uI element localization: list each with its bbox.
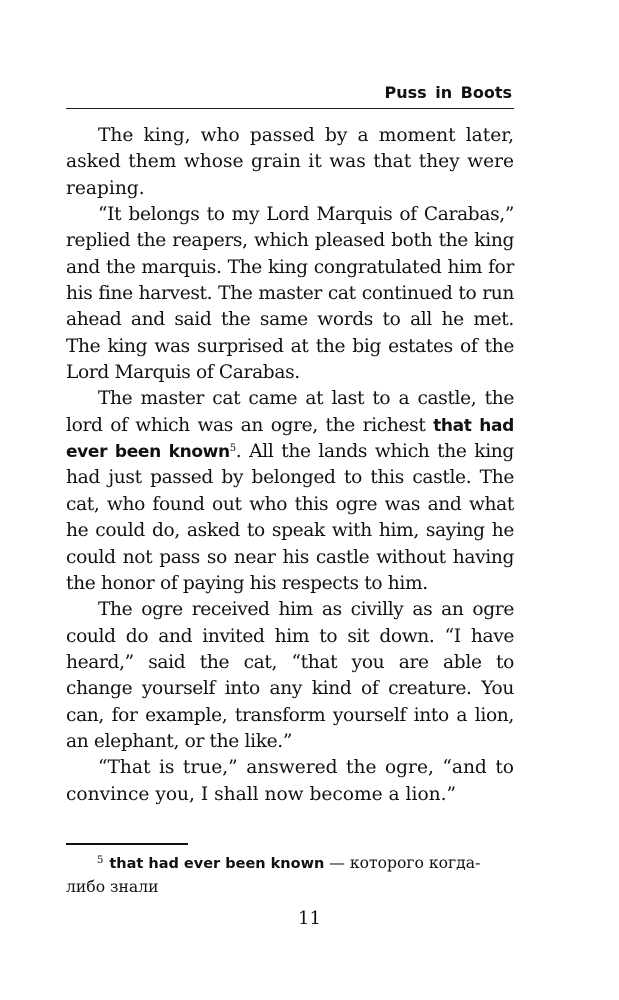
- paragraph-text: The master cat came at last to a castle, the lord of which was an ogre, the richest: [66, 388, 514, 436]
- paragraph-text: . All the lands which the king had just passed by belonged to this castle. The cat, who found out who this ogre was and what he could do, asked to speak with him, saying he could not pass so near his castle without having the honor of paying his respects to him.: [66, 441, 514, 594]
- paragraph: The king, who passed by a moment later, asked them whose grain it was that they were reaping.: [66, 125, 514, 199]
- paragraph: The ogre received him as civilly as an ogre could do and invited him to sit down. “I have heard,” said the cat, “that you are able to change yourself into any kind of creature. You can, for example, transform yourself into a lion, an elephant, or the like.”: [66, 599, 514, 752]
- glossed-phrase: that had ever been known: [66, 415, 514, 463]
- paragraph: [66, 386, 514, 597]
- running-header: [66, 82, 514, 109]
- footnote-text: [66, 852, 514, 899]
- footnote-term: that had ever been known: [109, 856, 325, 872]
- body-text: [66, 123, 514, 808]
- page-number: 11: [298, 908, 321, 929]
- footnote-dash: —: [324, 854, 350, 872]
- footnote: [66, 852, 514, 899]
- footnote-translation: которого когда-либо знали: [66, 854, 481, 896]
- footnote-number: 5: [97, 855, 104, 866]
- footnote-reference: 5: [229, 443, 236, 455]
- paragraph: “It belongs to my Lord Marquis of Carabas,” replied the reapers, which pleased both the king and the marquis. The king congratulated him for his fine harvest. The master cat continued to run ahead and said the same words to all he met. The king was surprised at the big estates of the Lord Marquis of Carabas.: [66, 204, 514, 384]
- running-header-title: Puss in Boots: [384, 83, 512, 102]
- footnote-rule: [66, 843, 188, 845]
- paragraph: “That is true,” answered the ogre, “and to convince you, I shall now become a lion.”: [66, 757, 514, 805]
